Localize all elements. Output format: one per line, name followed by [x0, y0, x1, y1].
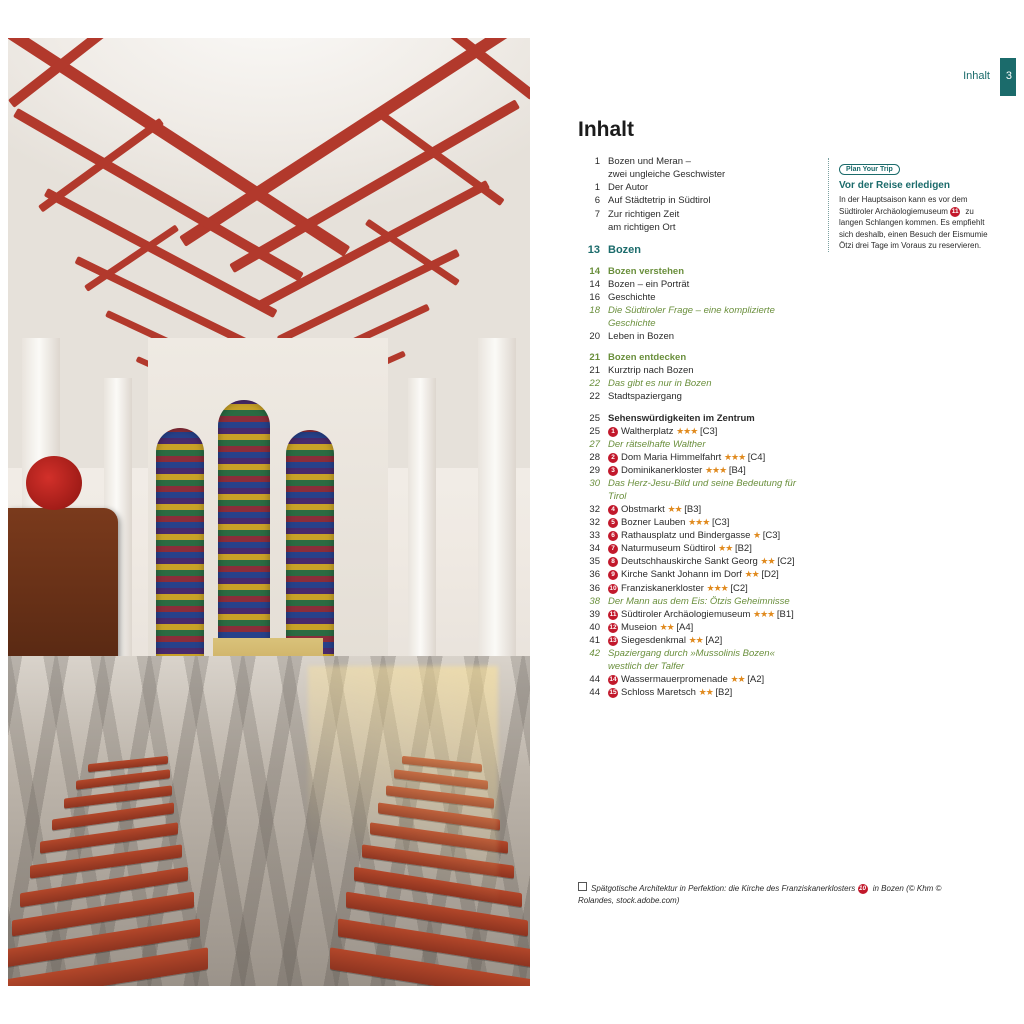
toc-page-number: 20 — [589, 330, 600, 342]
toc-entry-title — [608, 331, 674, 343]
toc-page-number: 42 — [589, 648, 600, 660]
poi-badge-icon: 5 — [608, 518, 618, 528]
toc-row[interactable] — [578, 209, 803, 221]
map-coordinate: [C2] — [730, 582, 748, 594]
rating-stars-icon: ★ — [753, 529, 761, 540]
toc-page-number: 6 — [594, 195, 600, 207]
caption-text-1: Spätgotische Architektur in Perfektion: die Kirche des Franziskanerklosters — [591, 884, 858, 893]
toc-page-number: 14 — [589, 266, 600, 278]
poi-badge-icon: 14 — [609, 675, 617, 683]
toc-row[interactable] — [578, 413, 803, 425]
map-coordinate: [D2] — [761, 569, 779, 581]
toc-title-text: Bozen verstehen — [608, 266, 685, 278]
toc-row[interactable] — [578, 556, 803, 568]
toc-entry-title — [608, 413, 755, 425]
toc-title-text: Dom Maria Himmelfahrt — [621, 452, 722, 464]
toc-page-number: 16 — [589, 292, 600, 304]
toc-row[interactable] — [578, 426, 803, 438]
toc-title-text: Dominikanerkloster — [621, 465, 703, 477]
toc-page-number: 34 — [589, 543, 600, 555]
toc-entry-title — [608, 378, 712, 390]
toc-entry-title — [608, 156, 691, 168]
toc-row[interactable] — [578, 504, 803, 516]
toc-title-text: am richtigen Ort — [608, 221, 676, 233]
rating-stars-icon: ★★★ — [753, 608, 775, 619]
toc-page-number: 13 — [587, 243, 600, 256]
map-coordinate: [A2] — [747, 673, 765, 685]
toc-section-row[interactable] — [578, 243, 803, 257]
nave-pier — [478, 338, 516, 698]
toc-row[interactable] — [578, 609, 803, 621]
toc-row[interactable] — [578, 569, 803, 581]
toc-page-number: 25 — [589, 412, 600, 424]
info-box-body — [839, 194, 989, 252]
toc-title-text: Waltherplatz — [621, 425, 674, 437]
rating-stars-icon: ★★★ — [706, 582, 728, 593]
pews-left — [8, 666, 208, 986]
toc-title-text: Bozen entdecken — [608, 351, 687, 363]
toc-title-text: Der rätselhafte Walther — [608, 438, 706, 450]
poi-badge-icon: 15 — [609, 688, 617, 696]
toc-page-number: 44 — [589, 673, 600, 685]
toc-page-number: 36 — [589, 569, 600, 581]
map-coordinate: [C2] — [777, 556, 795, 568]
nave-pier — [408, 378, 436, 698]
toc-entry-title — [608, 517, 729, 529]
toc-page-number: 33 — [589, 529, 600, 541]
toc-row[interactable] — [578, 391, 803, 403]
toc-entry-title — [608, 609, 794, 621]
info-box-text-1: In der Hauptsaison kann es vor dem Südtiroler Archäologiemuseum — [839, 195, 968, 216]
toc-entry-title — [608, 465, 746, 477]
toc-entry-title — [608, 635, 722, 647]
toc-page-number: 25 — [589, 425, 600, 437]
toc-page-number: 32 — [589, 516, 600, 528]
stained-glass-window — [156, 428, 204, 678]
toc-row[interactable] — [578, 182, 803, 194]
info-box-title: Vor der Reise erledigen — [839, 180, 950, 191]
toc-entry-title — [608, 622, 693, 634]
rating-stars-icon: ★★★ — [723, 452, 746, 463]
poi-badge-icon: 10 — [858, 885, 867, 892]
map-coordinate: [B4] — [728, 465, 746, 477]
toc-page-number: 14 — [589, 279, 600, 291]
toc-row[interactable] — [578, 439, 803, 451]
toc-row[interactable] — [578, 517, 803, 529]
poi-badge-icon: 4 — [608, 505, 618, 515]
toc-title-text: Der Mann aus dem Eis: Ötzis Geheimnisse — [608, 595, 790, 607]
toc-page-number — [578, 222, 600, 234]
map-coordinate: [B1] — [776, 608, 794, 620]
map-coordinate: [A4] — [676, 622, 694, 634]
toc-entry-title — [608, 478, 803, 502]
running-header-label: Inhalt — [963, 70, 990, 82]
toc-entry-title — [608, 569, 779, 581]
toc-entry-title — [608, 687, 732, 699]
toc-title-text: zwei ungleiche Geschwister — [608, 169, 726, 181]
map-coordinate: [B2] — [715, 686, 733, 698]
poi-badge-icon: 7 — [608, 544, 618, 554]
map-coordinate: [B3] — [684, 503, 702, 515]
poi-badge-icon: 13 — [609, 637, 617, 645]
toc-row[interactable] — [578, 292, 803, 304]
poi-badge-icon: 8 — [608, 557, 618, 567]
toc-row[interactable] — [578, 543, 803, 555]
toc-entry-title — [608, 305, 803, 329]
toc-title-text: Kirche Sankt Johann im Dorf — [621, 569, 742, 581]
toc-row[interactable] — [578, 674, 803, 686]
toc-title-text: Museion — [621, 622, 657, 634]
toc-entry-title — [608, 530, 780, 542]
poi-badge-icon: 2 — [608, 453, 618, 463]
toc-entry-title — [608, 391, 682, 403]
toc-row[interactable] — [578, 596, 803, 608]
toc-entry-title — [608, 352, 686, 364]
caption-text-2: in Bozen (© Khm © Rolandes, stock.adobe.com) — [578, 884, 942, 905]
toc-row[interactable] — [578, 169, 803, 181]
toc-page-number: 18 — [589, 305, 600, 317]
toc-title-text: Siegesdenkmal — [621, 635, 686, 647]
toc-title-text: Schloss Maretsch — [621, 686, 696, 698]
toc-entry-title — [608, 439, 706, 451]
toc-row[interactable] — [578, 648, 803, 672]
info-box-text-2: zu langen Schlangen kommen. Es empfiehlt sich deshalb, einen Besuch der Eismumie Ötzi drei Tage im Voraus zu reservieren. — [839, 206, 988, 251]
toc-title-text: Sehenswürdigkeiten im Zentrum — [608, 412, 755, 424]
toc-title-text: Naturmuseum Südtirol — [621, 543, 716, 555]
toc-row[interactable] — [578, 583, 803, 595]
toc-title-text: Obstmarkt — [621, 503, 665, 515]
poi-badge-icon: 6 — [608, 531, 618, 541]
toc-entry-title — [608, 596, 790, 608]
toc-title-text: Leben in Bozen — [608, 330, 675, 342]
toc-row[interactable] — [578, 331, 803, 343]
toc-page-number — [578, 169, 600, 181]
poi-badge-icon: 10 — [609, 584, 617, 592]
toc-title-text: Die Südtiroler Frage – eine komplizierte Geschichte — [608, 305, 775, 329]
toc-row[interactable] — [578, 530, 803, 542]
toc-page-number: 39 — [589, 608, 600, 620]
toc-title-text: Bozen – ein Porträt — [608, 279, 690, 291]
toc-page-number: 7 — [594, 208, 600, 220]
rating-stars-icon: ★★ — [718, 543, 733, 554]
toc-title-text: Spaziergang durch »Mussolinis Bozen« westlich der Talfer — [608, 648, 775, 672]
map-coordinate: [B2] — [734, 543, 752, 555]
toc-row[interactable] — [578, 478, 803, 502]
toc-page-number: 32 — [589, 503, 600, 515]
toc-page-number: 35 — [589, 556, 600, 568]
poi-badge-icon: 12 — [609, 624, 617, 632]
rating-stars-icon: ★★★ — [704, 465, 727, 476]
poi-badge-icon: 11 — [951, 207, 959, 215]
map-coordinate: [A2] — [705, 635, 723, 647]
map-coordinate: [C3] — [711, 516, 730, 528]
toc-entry-title — [608, 674, 764, 686]
toc-title-text: Franziskanerkloster — [621, 582, 704, 594]
toc-entry-title — [608, 243, 641, 257]
toc-title-text: Das Herz-Jesu-Bild und seine Bedeutung für Tirol — [608, 478, 796, 502]
toc-title-text: Südtiroler Archäologiemuseum — [621, 608, 751, 620]
toc-row[interactable] — [578, 305, 803, 329]
toc-entry-title — [608, 365, 694, 377]
toc-row[interactable] — [578, 279, 803, 291]
toc-page-number: 21 — [589, 365, 600, 377]
toc-title-text: Bozner Lauben — [621, 516, 686, 528]
map-coordinate: [C3] — [762, 529, 781, 541]
toc-entry-title — [608, 292, 656, 304]
toc-page-number: 44 — [589, 686, 600, 698]
toc-entry-title — [608, 648, 803, 672]
page-title: Inhalt — [578, 118, 634, 141]
stained-glass-window — [218, 400, 270, 668]
sunlight-beam — [308, 666, 498, 946]
toc-page-number: 21 — [589, 351, 600, 363]
toc-title-text: Das gibt es nur in Bozen — [608, 378, 712, 390]
toc-page-number: 41 — [589, 635, 600, 647]
toc-row[interactable] — [578, 465, 803, 477]
map-coordinate: [C4] — [747, 452, 766, 464]
poi-badge-icon: 1 — [608, 427, 618, 437]
poi-badge-icon: 9 — [608, 570, 618, 580]
toc-title-text: Bozen — [608, 243, 641, 256]
toc-entry-title — [608, 556, 795, 568]
church-interior-photo — [8, 38, 530, 986]
toc-row[interactable] — [578, 195, 803, 207]
toc-page-number: 30 — [589, 478, 600, 490]
toc-page — [540, 30, 1016, 990]
toc-entry-title — [608, 222, 676, 234]
toc-page-number: 28 — [589, 452, 600, 464]
rating-stars-icon: ★★ — [744, 569, 759, 580]
info-box — [828, 158, 989, 252]
poi-badge-icon: 3 — [608, 466, 618, 476]
toc-row[interactable] — [578, 352, 803, 364]
poi-badge-icon: 11 — [609, 610, 617, 618]
toc-row[interactable] — [578, 635, 803, 647]
rating-stars-icon: ★★ — [688, 635, 703, 646]
toc-page-number: 38 — [589, 595, 600, 607]
toc-page-number: 22 — [589, 378, 600, 390]
toc-title-text: Kurztrip nach Bozen — [608, 365, 694, 377]
toc-page-number: 29 — [589, 465, 600, 477]
toc-row[interactable] — [578, 687, 803, 699]
toc-title-text: Deutschhauskirche Sankt Georg — [621, 556, 758, 568]
rating-stars-icon: ★★ — [760, 556, 775, 567]
toc-row[interactable] — [578, 378, 803, 390]
toc-entry-title — [608, 279, 689, 291]
rating-stars-icon: ★★ — [730, 673, 745, 684]
toc-row[interactable] — [578, 452, 803, 464]
toc-page-number: 40 — [589, 622, 600, 634]
toc-page-number: 1 — [594, 156, 600, 167]
toc-row[interactable] — [578, 365, 803, 377]
toc-title-text: Der Autor — [608, 182, 649, 194]
toc-page-number: 27 — [589, 438, 600, 450]
toc-entry-title — [608, 504, 701, 516]
toc-row[interactable] — [578, 266, 803, 278]
toc-title-text: Wassermauerpromenade — [621, 673, 728, 685]
plan-your-trip-chip: Plan Your Trip — [839, 164, 900, 175]
toc-entry-title — [608, 182, 648, 194]
toc-row[interactable] — [578, 622, 803, 634]
toc-entry-title — [608, 452, 765, 464]
camera-icon — [578, 882, 587, 891]
toc-entry-title — [608, 209, 679, 221]
rating-stars-icon: ★★★ — [676, 425, 698, 436]
toc-title-text: Auf Städtetrip in Südtirol — [608, 195, 711, 207]
toc-entry-title — [608, 195, 710, 207]
map-coordinate: [C3] — [699, 425, 718, 437]
toc-entry-title — [608, 426, 717, 438]
rating-stars-icon: ★★ — [698, 686, 713, 697]
toc-title-text: Geschichte — [608, 292, 656, 304]
photo-caption — [578, 882, 978, 907]
rating-stars-icon: ★★ — [667, 503, 682, 514]
toc-page-number: 36 — [589, 582, 600, 594]
page-number: 3 — [1005, 70, 1012, 82]
toc-row[interactable] — [578, 156, 803, 168]
flower-arrangement — [26, 456, 82, 510]
toc-title-text: Bozen und Meran – — [608, 156, 691, 167]
toc-entry-title — [608, 266, 684, 278]
toc-entry-title — [608, 169, 725, 181]
rating-stars-icon: ★★ — [659, 622, 674, 633]
table-of-contents — [578, 156, 803, 700]
toc-entry-title — [608, 543, 752, 555]
toc-row[interactable] — [578, 222, 803, 234]
toc-entry-title — [608, 583, 748, 595]
toc-page-number: 22 — [589, 391, 600, 403]
toc-title-text: Zur richtigen Zeit — [608, 208, 680, 220]
toc-title-text: Rathausplatz und Bindergasse — [621, 529, 751, 541]
toc-page-number: 1 — [594, 182, 600, 194]
toc-title-text: Stadtspaziergang — [608, 391, 682, 403]
rating-stars-icon: ★★★ — [688, 516, 710, 527]
